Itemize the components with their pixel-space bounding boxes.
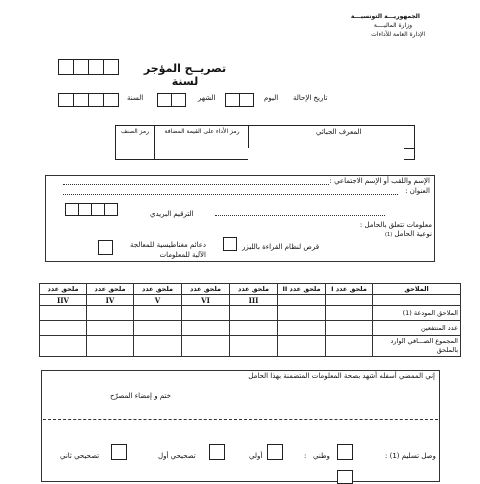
correction2-checkbox[interactable] (111, 444, 127, 460)
year-boxes[interactable] (59, 59, 119, 75)
form-title: تصريــح المؤجر لسنة (143, 62, 227, 88)
day-label: اليوم (264, 94, 279, 102)
initial-label: أولي (249, 452, 263, 460)
annex-numeral-6: IV (87, 295, 134, 306)
date-month-boxes[interactable] (158, 93, 186, 107)
postal-code-label: الترقيم البريدي (150, 210, 194, 218)
correction1-label: تصحيحي أول (158, 452, 196, 460)
name-field[interactable] (63, 184, 329, 185)
date-label: تاريخ الإحالة (293, 94, 328, 102)
annex-numeral-5: V (134, 295, 182, 306)
correction2-label: تصحيحي ثاني (60, 452, 100, 460)
directorate-label: الإدارة العامة للأداءات (371, 31, 425, 38)
table-cell[interactable] (87, 336, 134, 357)
table-cell[interactable] (87, 306, 134, 321)
row-label-beneficiaries: عدد المنتفعين (373, 321, 461, 336)
medium-type-note: (1) (385, 232, 393, 238)
ministry-label: وزارة الماليــــة (373, 22, 412, 29)
medium-info-label: معلومات تتعلق بالحامل : (359, 221, 432, 229)
table-cell[interactable] (134, 336, 182, 357)
date-year-boxes[interactable] (59, 93, 119, 107)
table-cell[interactable] (326, 306, 373, 321)
table-cell[interactable] (87, 321, 134, 336)
address-label: العنوان : (405, 187, 430, 195)
name-label: الإسم واللقب أو الإسم الاجتماعي : (329, 177, 430, 185)
postal-code-boxes[interactable] (66, 203, 118, 216)
fiscal-id-cells[interactable] (249, 148, 404, 160)
table-cell[interactable] (278, 336, 326, 357)
table-cell[interactable] (134, 306, 182, 321)
annex-header-1: ملحق عدد I (326, 284, 373, 295)
fiscal-id-header: المعرف الجبائي (316, 128, 362, 136)
category-code-header: رمز الصنف (120, 128, 150, 135)
table-cell[interactable] (326, 336, 373, 357)
medium-type-text: نوعية الحامل (394, 230, 432, 238)
annex-numeral-2 (278, 295, 326, 306)
table-cell[interactable] (40, 306, 87, 321)
annex-numeral-4: VI (182, 295, 230, 306)
magnetic-label: دعائم مغناطيسية للمعالجة الآلية للمعلومات (129, 241, 206, 259)
postal-dots (215, 215, 385, 216)
annex-header-7: ملحق عدد (40, 284, 87, 295)
table-cell[interactable] (182, 336, 230, 357)
annex-numeral-3: III (230, 295, 278, 306)
laser-disc-checkbox[interactable] (223, 237, 237, 251)
id-table (115, 125, 415, 160)
annex-numeral-7: IIV (40, 295, 87, 306)
magnetic-checkbox[interactable] (98, 240, 113, 255)
certification-statement: إني الممضي أسفله أشهد بصحة المعلومات المتضمنة بهذا الحامل (248, 372, 435, 380)
medium-type-label (385, 230, 432, 238)
annex-header-5: ملحق عدد (134, 284, 182, 295)
table-cell[interactable] (40, 321, 87, 336)
extra-checkbox[interactable] (337, 470, 353, 484)
annex-header-3: ملحق عدد (230, 284, 278, 295)
row-label-net-total: المجموع الصـــافي الوارد بالملحق (373, 336, 461, 357)
initial-checkbox[interactable] (267, 444, 283, 460)
table-cell[interactable] (230, 321, 278, 336)
table-cell[interactable] (278, 306, 326, 321)
annexes-table (39, 283, 461, 357)
row-label-deposited: الملاحق المودعة (1) (373, 306, 461, 321)
national-label: وطني (313, 452, 330, 460)
table-cell[interactable] (278, 321, 326, 336)
table-cell[interactable] (182, 321, 230, 336)
table-cell[interactable] (40, 336, 87, 357)
correction1-checkbox[interactable] (209, 444, 225, 460)
separator-line (43, 419, 438, 420)
year-label: السنة (127, 94, 144, 102)
table-cell[interactable] (182, 306, 230, 321)
receipt-label: وصل تسليم (1) : (385, 452, 436, 460)
month-label: الشهر (198, 94, 216, 102)
annex-header-6: ملحق عدد (87, 284, 134, 295)
date-day-boxes[interactable] (226, 93, 254, 107)
annex-header-4: ملحق عدد (182, 284, 230, 295)
table-cell[interactable] (326, 321, 373, 336)
address-field[interactable] (63, 194, 398, 195)
annexes-header: الملاحق (373, 284, 461, 295)
annex-numeral-0 (373, 295, 461, 306)
national-checkbox[interactable] (337, 444, 353, 460)
annex-numeral-1 (326, 295, 373, 306)
annex-header-2: ملحق عدد II (278, 284, 326, 295)
republic-label: الجمهوريـــة التونسيـــة (350, 13, 420, 20)
colon-separator: : (304, 452, 307, 460)
certification-panel (41, 370, 440, 482)
table-cell[interactable] (230, 306, 278, 321)
vat-code-header: رمز الأداء على القيمة المضافة (164, 128, 240, 135)
table-cell[interactable] (134, 321, 182, 336)
signature-label: ختم و إمضاء المصرّح (110, 392, 171, 400)
table-cell[interactable] (230, 336, 278, 357)
laser-disc-label: قرص لنظام القراءة بالليزر (242, 243, 320, 251)
